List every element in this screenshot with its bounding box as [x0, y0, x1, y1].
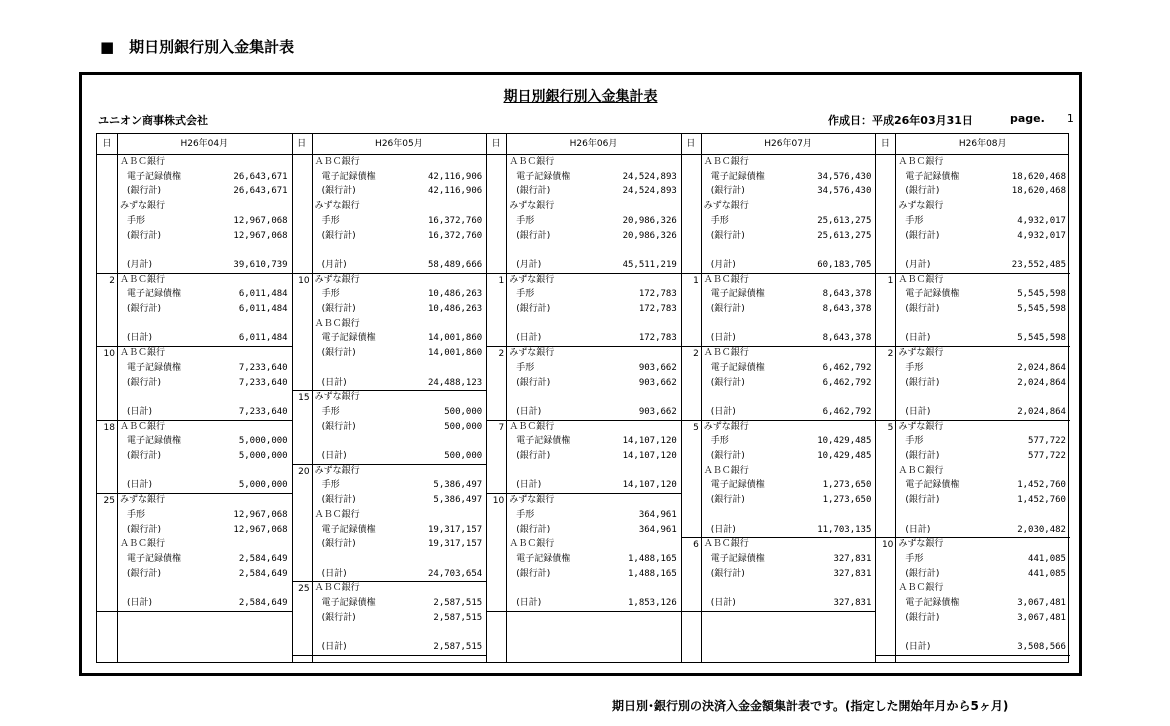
amount-value: 45,511,219	[622, 259, 677, 270]
bank-name: ＡＢＣ銀行	[898, 583, 944, 594]
entry-label: 手形	[905, 436, 924, 447]
amount-value: 11,703,135	[817, 524, 872, 535]
entry-label: (日計)	[710, 524, 736, 535]
entry-label: (月計)	[321, 259, 347, 270]
amount-value: 7,233,640	[238, 362, 288, 373]
month-header: H26年06月	[569, 139, 618, 149]
day-header: 日	[102, 139, 112, 149]
month-column-divider	[681, 134, 682, 662]
entry-label: 手形	[321, 289, 340, 300]
entry-label: (銀行計)	[516, 186, 551, 197]
entry-label: (銀行計)	[321, 186, 356, 197]
day-header: 日	[686, 139, 696, 149]
entry-label: (日計)	[127, 480, 153, 491]
bank-name: ＡＢＣ銀行	[314, 583, 360, 594]
amount-value: 327,831	[833, 568, 872, 579]
entry-label: 電子記録債権	[905, 480, 960, 491]
entry-label: 電子記録債権	[905, 289, 960, 300]
entry-label: (銀行計)	[516, 230, 551, 241]
entry-label: (日計)	[516, 406, 542, 417]
amount-value: 60,183,705	[817, 259, 872, 270]
entry-label: (銀行計)	[127, 230, 162, 241]
created-date: 作成日：平成26年03月31日	[828, 114, 973, 127]
amount-value: 6,011,484	[238, 304, 288, 314]
entry-label: 電子記録債権	[127, 553, 182, 564]
day-number: 18	[103, 422, 115, 433]
entry-label: (日計)	[321, 642, 347, 653]
amount-value: 5,386,497	[433, 480, 483, 491]
entry-label: 手形	[516, 289, 535, 300]
day-number: 20	[298, 466, 310, 477]
entry-label: 手形	[905, 215, 924, 226]
entry-label: 手形	[710, 215, 729, 226]
amount-value: 6,462,792	[822, 406, 872, 417]
entry-label: 手形	[905, 553, 924, 564]
day-number: 10	[492, 496, 505, 507]
month-header: H26年08月	[958, 139, 1007, 149]
entry-label: (月計)	[905, 259, 931, 270]
entry-label: (銀行計)	[127, 304, 162, 314]
amount-value: 14,001,860	[428, 348, 483, 359]
amount-value: 4,932,017	[1017, 215, 1066, 226]
day-number: 2	[498, 349, 505, 360]
amount-value: 14,107,120	[622, 436, 677, 447]
page-label: page.	[1010, 112, 1045, 125]
amount-value: 2,030,482	[1017, 524, 1066, 535]
block-rule	[875, 655, 1070, 656]
amount-value: 58,489,666	[428, 259, 483, 270]
bank-name: ＡＢＣ銀行	[314, 318, 360, 329]
entry-label: 手形	[321, 480, 340, 491]
entry-label: (日計)	[321, 568, 347, 579]
amount-value: 16,372,760	[428, 230, 483, 241]
amount-value: 34,576,430	[817, 171, 872, 182]
entry-label: (銀行計)	[127, 568, 162, 579]
entry-label: 手形	[516, 362, 535, 373]
entry-label: (銀行計)	[710, 568, 745, 579]
amount-value: 500,000	[444, 406, 483, 417]
amount-value: 5,545,598	[1017, 304, 1066, 314]
amount-value: 364,961	[638, 509, 677, 520]
amount-value: 12,967,068	[233, 509, 288, 520]
amount-value: 2,024,864	[1017, 362, 1066, 373]
day-header: 日	[297, 139, 307, 149]
entry-label: 手形	[321, 406, 340, 417]
month-header: H26年07月	[764, 139, 812, 149]
amount-value: 7,233,640	[238, 377, 288, 388]
entry-label: (銀行計)	[321, 230, 356, 241]
entry-label: (日計)	[516, 480, 542, 491]
block-rule	[292, 655, 487, 656]
amount-value: 34,576,430	[817, 186, 872, 197]
entry-label: (日計)	[516, 333, 542, 344]
bank-name: ＡＢＣ銀行	[120, 157, 166, 167]
amount-value: 14,107,120	[622, 451, 677, 461]
day-number: 5	[887, 422, 894, 433]
entry-label: (銀行計)	[127, 186, 162, 197]
entry-label: (日計)	[710, 333, 736, 344]
bank-name: みずな銀行	[703, 421, 749, 432]
amount-value: 5,000,000	[238, 436, 288, 447]
amount-value: 172,783	[638, 289, 677, 300]
entry-label: (月計)	[127, 259, 153, 270]
entry-label: 電子記録債権	[905, 171, 960, 182]
entry-label: (銀行計)	[127, 524, 162, 535]
bank-name: ＡＢＣ銀行	[509, 539, 555, 550]
entry-label: (銀行計)	[710, 304, 745, 314]
bank-name: ＡＢＣ銀行	[120, 348, 166, 359]
entry-label: (銀行計)	[905, 377, 940, 388]
bank-name: みずな銀行	[509, 201, 555, 212]
entry-label: (銀行計)	[905, 612, 940, 623]
bank-name: ＡＢＣ銀行	[509, 421, 555, 432]
entry-label: (銀行計)	[710, 230, 745, 241]
amount-value: 2,024,864	[1017, 377, 1066, 388]
amount-value: 24,703,654	[428, 568, 483, 579]
bank-name: ＡＢＣ銀行	[898, 274, 944, 285]
entry-label: (銀行計)	[905, 230, 940, 241]
entry-label: (日計)	[516, 598, 542, 608]
footer-note: 期日別･銀行別の決済入金金額集計表です。(指定した開始年月から5ヶ月)	[612, 699, 1009, 713]
bank-name: ＡＢＣ銀行	[314, 509, 360, 520]
entry-label: (日計)	[321, 377, 347, 388]
amount-value: 39,610,739	[233, 259, 288, 270]
entry-label: (銀行計)	[516, 568, 551, 579]
entry-label: (銀行計)	[710, 186, 745, 197]
entry-label: 電子記録債権	[516, 171, 571, 182]
entry-label: (日計)	[905, 642, 931, 653]
amount-value: 1,452,760	[1017, 495, 1066, 506]
amount-value: 5,000,000	[238, 480, 288, 491]
amount-value: 500,000	[444, 451, 483, 461]
entry-label: 手形	[516, 215, 535, 226]
amount-value: 1,488,165	[628, 553, 677, 564]
amount-value: 3,067,481	[1017, 598, 1066, 608]
day-number: 2	[109, 275, 115, 286]
amount-value: 19,317,157	[428, 524, 483, 535]
day-number: 10	[881, 540, 894, 551]
entry-label: (月計)	[710, 259, 736, 270]
entry-label: 電子記録債権	[516, 553, 571, 564]
report-title-text: 期日別銀行別入金集計表	[503, 89, 658, 105]
amount-value: 441,085	[1028, 568, 1066, 579]
amount-value: 2,587,515	[433, 612, 483, 623]
day-header: 日	[491, 139, 501, 149]
entry-label: (日計)	[905, 524, 931, 535]
entry-label: (銀行計)	[321, 304, 356, 314]
day-number: 15	[298, 393, 310, 404]
day-number: 6	[693, 540, 699, 551]
entry-label: (銀行計)	[905, 451, 940, 461]
entry-label: (月計)	[516, 259, 542, 270]
amount-value: 3,508,566	[1017, 642, 1066, 653]
amount-value: 1,273,650	[822, 480, 872, 491]
amount-value: 500,000	[444, 421, 483, 432]
bank-name: ＡＢＣ銀行	[703, 274, 749, 285]
entry-label: (銀行計)	[905, 495, 940, 506]
bank-name: ＡＢＣ銀行	[898, 465, 944, 476]
amount-value: 12,967,068	[233, 215, 288, 226]
block-rule	[97, 611, 292, 612]
entry-label: (銀行計)	[127, 377, 162, 388]
page-number	[1010, 112, 1074, 125]
amount-value: 16,372,760	[428, 215, 483, 226]
day-number: 25	[103, 496, 115, 507]
day-number: 2	[887, 349, 894, 360]
amount-value: 14,001,860	[428, 333, 483, 344]
amount-value: 903,662	[638, 362, 677, 373]
entry-label: 電子記録債権	[127, 362, 182, 373]
entry-label: 手形	[710, 436, 729, 447]
bank-name: みずな銀行	[898, 539, 944, 550]
bank-name: ＡＢＣ銀行	[120, 274, 166, 285]
amount-value: 1,452,760	[1017, 480, 1066, 491]
bank-name: みずな銀行	[120, 201, 166, 212]
bank-name: みずな銀行	[898, 348, 944, 359]
bank-name: ＡＢＣ銀行	[703, 348, 749, 359]
entry-label: (銀行計)	[516, 377, 551, 388]
amount-value: 4,932,017	[1017, 230, 1066, 241]
amount-value: 24,488,123	[428, 377, 483, 388]
entry-label: (日計)	[905, 406, 931, 417]
bank-name: みずな銀行	[898, 201, 944, 212]
bank-name: ＡＢＣ銀行	[314, 157, 360, 167]
entry-label: (銀行計)	[321, 421, 356, 432]
amount-value: 441,085	[1028, 553, 1066, 564]
entry-label: (銀行計)	[516, 304, 551, 314]
entry-label: (日計)	[710, 406, 736, 417]
amount-value: 1,488,165	[628, 568, 677, 579]
entry-label: (銀行計)	[321, 539, 356, 550]
month-column-divider	[486, 134, 487, 662]
day-number: 1	[887, 275, 894, 286]
amount-value: 5,386,497	[433, 495, 483, 506]
amount-value: 8,643,378	[822, 289, 872, 300]
block-rule	[681, 611, 876, 612]
bank-name: みずな銀行	[314, 392, 360, 403]
amount-value: 10,486,263	[428, 304, 483, 314]
entry-label: (日計)	[905, 333, 931, 344]
bank-name: みずな銀行	[120, 495, 166, 506]
amount-value: 3,067,481	[1017, 612, 1066, 623]
day-number: 1	[498, 275, 505, 286]
entry-label: (銀行計)	[710, 495, 745, 506]
amount-value: 6,011,484	[238, 289, 288, 300]
entry-label: (日計)	[127, 333, 153, 344]
month-column-divider	[875, 134, 876, 662]
amount-value: 903,662	[638, 377, 677, 388]
amount-value: 327,831	[833, 553, 872, 564]
entry-label: 手形	[127, 215, 146, 226]
amount-value: 2,587,515	[433, 598, 483, 608]
entry-label: 手形	[321, 215, 340, 226]
entry-label: (銀行計)	[321, 348, 356, 359]
entry-label: 電子記録債権	[905, 598, 960, 608]
bank-name: ＡＢＣ銀行	[703, 539, 749, 550]
amount-value: 8,643,378	[822, 304, 872, 314]
amount-value: 25,613,275	[817, 230, 872, 241]
bank-name: みずな銀行	[314, 465, 360, 476]
bank-name: みずな銀行	[509, 348, 555, 359]
entry-label: (銀行計)	[710, 451, 745, 461]
month-header: H26年05月	[375, 139, 423, 149]
amount-value: 42,116,906	[428, 186, 483, 197]
amount-value: 20,986,326	[622, 230, 677, 241]
amount-value: 23,552,485	[1011, 259, 1066, 270]
amount-value: 42,116,906	[428, 171, 483, 182]
bank-name: ＡＢＣ銀行	[120, 539, 166, 550]
entry-label: 電子記録債権	[710, 480, 765, 491]
amount-value: 24,524,893	[622, 171, 677, 182]
entry-label: (銀行計)	[516, 451, 551, 461]
amount-value: 172,783	[638, 333, 677, 344]
day-header: 日	[880, 139, 890, 149]
amount-value: 2,584,649	[238, 553, 288, 564]
amount-value: 24,524,893	[622, 186, 677, 197]
amount-value: 1,273,650	[822, 495, 872, 506]
amount-value: 8,643,378	[822, 333, 872, 344]
bank-name: みずな銀行	[703, 201, 749, 212]
entry-label: (銀行計)	[127, 451, 162, 461]
entry-label: 電子記録債権	[321, 524, 376, 535]
entry-label: (銀行計)	[516, 524, 551, 535]
amount-value: 2,024,864	[1017, 406, 1066, 417]
entry-label: (日計)	[321, 451, 347, 461]
entry-label: 電子記録債権	[516, 436, 571, 447]
entry-label: (銀行計)	[905, 186, 940, 197]
bank-name: みずな銀行	[898, 421, 944, 432]
amount-value: 26,643,671	[233, 171, 288, 182]
amount-value: 5,000,000	[238, 451, 288, 461]
day-number: 5	[693, 422, 699, 433]
amount-value: 1,853,126	[628, 598, 677, 608]
block-rule	[486, 611, 681, 612]
amount-value: 172,783	[638, 304, 677, 314]
entry-label: (銀行計)	[321, 495, 356, 506]
amount-value: 6,462,792	[822, 362, 872, 373]
amount-value: 14,107,120	[622, 480, 677, 491]
report-title	[0, 86, 1161, 106]
bank-name: みずな銀行	[509, 274, 555, 285]
amount-value: 18,620,468	[1011, 171, 1066, 182]
amount-value: 577,722	[1028, 451, 1066, 461]
day-number: 25	[298, 584, 310, 595]
amount-value: 10,429,485	[817, 436, 872, 447]
entry-label: 手形	[905, 362, 924, 373]
entry-label: 電子記録債権	[127, 171, 182, 182]
amount-value: 327,831	[833, 598, 872, 608]
amount-value: 7,233,640	[238, 406, 288, 417]
entry-label: 電子記録債権	[710, 362, 765, 373]
entry-label: 手形	[516, 509, 535, 520]
amount-value: 577,722	[1028, 436, 1066, 447]
amount-value: 2,584,649	[238, 598, 288, 608]
amount-value: 25,613,275	[817, 215, 872, 226]
amount-value: 903,662	[638, 406, 677, 417]
report-table	[96, 133, 1069, 663]
amount-value: 364,961	[638, 524, 677, 535]
bank-name: ＡＢＣ銀行	[509, 157, 555, 167]
amount-value: 18,620,468	[1011, 186, 1066, 197]
page-value: 1	[1066, 112, 1074, 125]
entry-label: 手形	[127, 509, 146, 520]
amount-value: 5,545,598	[1017, 289, 1066, 300]
day-number: 7	[498, 422, 505, 433]
entry-label: (銀行計)	[905, 304, 940, 314]
day-number: 2	[693, 349, 699, 360]
amount-value: 6,011,484	[238, 333, 288, 344]
entry-label: 電子記録債権	[127, 436, 182, 447]
entry-label: 電子記録債権	[710, 553, 765, 564]
company-name: ユニオン商事株式会社	[98, 114, 208, 127]
amount-value: 20,986,326	[622, 215, 677, 226]
entry-label: 電子記録債権	[321, 598, 376, 608]
entry-label: (日計)	[710, 598, 736, 608]
month-header: H26年04月	[180, 139, 229, 149]
entry-label: 電子記録債権	[321, 333, 376, 344]
amount-value: 12,967,068	[233, 230, 288, 241]
day-number: 10	[298, 275, 310, 286]
amount-value: 2,587,515	[433, 642, 483, 653]
amount-value: 26,643,671	[233, 186, 288, 197]
amount-value: 10,486,263	[428, 289, 483, 300]
bank-name: みずな銀行	[314, 201, 360, 212]
bank-name: みずな銀行	[509, 495, 555, 506]
entry-label: (銀行計)	[710, 377, 745, 388]
bank-name: ＡＢＣ銀行	[898, 157, 944, 167]
bank-name: ＡＢＣ銀行	[120, 421, 166, 432]
bank-name: ＡＢＣ銀行	[703, 157, 749, 167]
entry-label: (銀行計)	[321, 612, 356, 623]
day-number: 10	[103, 349, 115, 360]
amount-value: 12,967,068	[233, 524, 288, 535]
entry-label: (日計)	[127, 406, 153, 417]
amount-value: 5,545,598	[1017, 333, 1066, 344]
entry-label: 電子記録債権	[127, 289, 182, 300]
entry-label: 電子記録債権	[710, 289, 765, 300]
page-heading: ■ 期日別銀行別入金集計表	[100, 38, 295, 56]
amount-value: 19,317,157	[428, 539, 483, 550]
day-number: 1	[693, 275, 699, 286]
bank-name: ＡＢＣ銀行	[703, 465, 749, 476]
entry-label: 電子記録債権	[710, 171, 765, 182]
bank-name: みずな銀行	[314, 274, 360, 285]
amount-value: 6,462,792	[822, 377, 872, 388]
amount-value: 10,429,485	[817, 451, 872, 461]
entry-label: (銀行計)	[905, 568, 940, 579]
entry-label: (日計)	[127, 598, 153, 608]
entry-label: 電子記録債権	[321, 171, 376, 182]
amount-value: 2,584,649	[238, 568, 288, 579]
